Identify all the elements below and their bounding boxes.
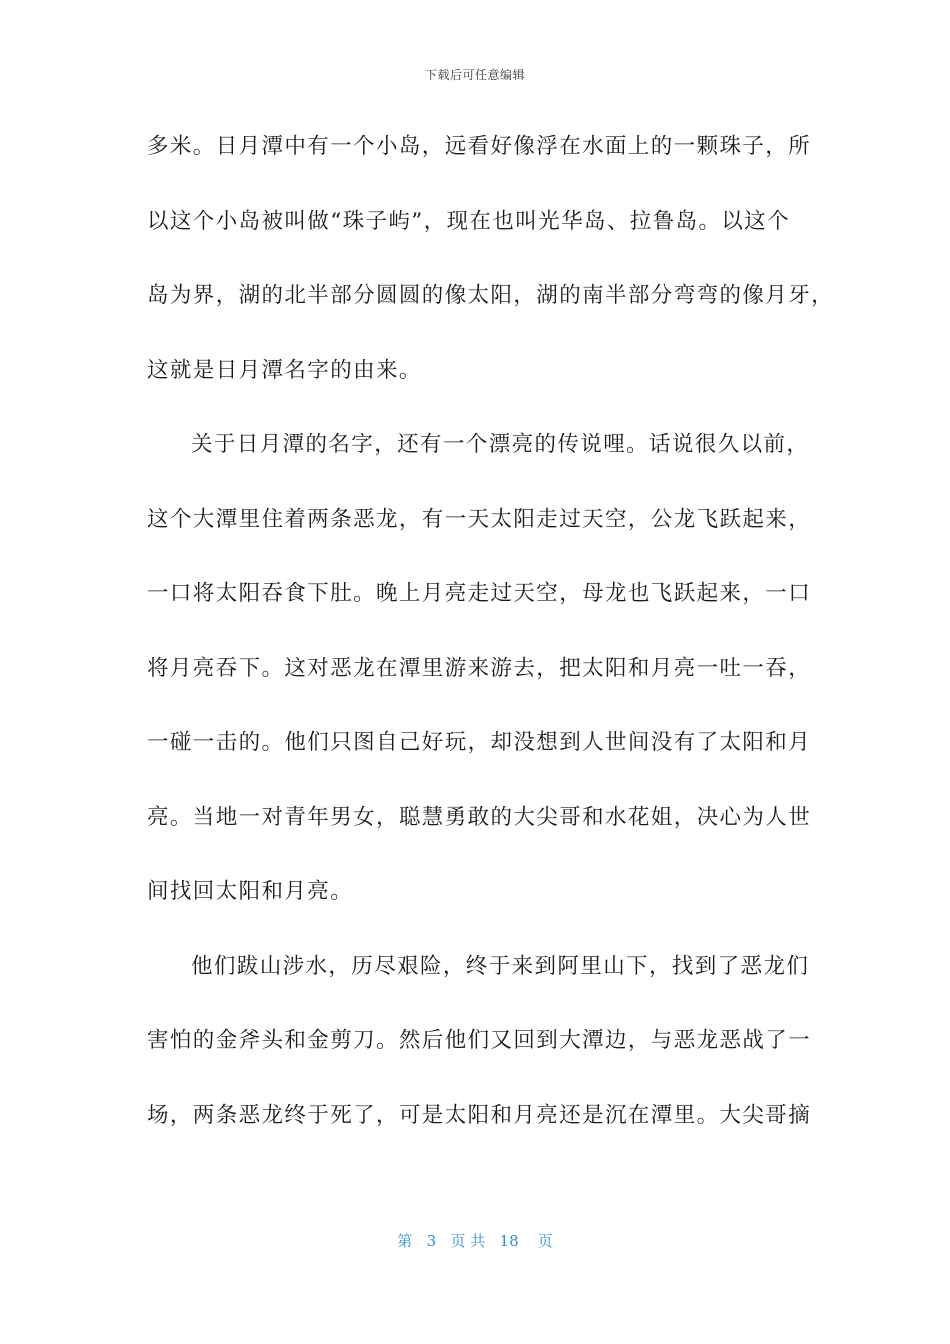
text-line: 以这个小岛被叫做“珠子屿”，现在也叫光华岛、拉鲁岛。以这个 (147, 208, 791, 234)
footer-middle: 页 共 (450, 1232, 486, 1250)
document-body (147, 128, 835, 1171)
paragraph-start-line: 关于日月潭的名字，还有一个漂亮的传说哩。话说很久以前， (191, 432, 810, 457)
text-line: 多米。日月潭中有一个小岛，远看好像浮在水面上的一颗珠子，所 (147, 134, 812, 159)
total-pages-number: 18 (499, 1232, 519, 1250)
paragraph-start-line: 他们跋山涉水，历尽艰险，终于来到阿里山下，找到了恶龙们 (191, 953, 810, 979)
text-line: 一口将太阳吞食下肚。晚上月亮走过天空，母龙也飞跃起来，一口 (147, 581, 812, 606)
text-line: 场，两条恶龙终于死了，可是太阳和月亮还是沉在潭里。大尖哥摘 (147, 1102, 812, 1128)
text-line: 这个大潭里住着两条恶龙，有一天太阳走过天空，公龙飞跃起来， (147, 506, 812, 532)
text-line: 一碰一击的。他们只图自己好玩，却没想到人世间没有了太阳和月 (147, 730, 812, 755)
current-page-number: 3 (426, 1232, 437, 1250)
text-line: 这就是日月潭名字的由来。 (147, 357, 422, 383)
text-line: 岛为界，湖的北半部分圆圆的像太阳，湖的南半部分弯弯的像月牙， (147, 283, 835, 308)
footer-prefix: 第 (397, 1232, 413, 1250)
page-footer (0, 1230, 950, 1251)
text-line: 亮。当地一对青年男女，聪慧勇敢的大尖哥和水花姐，决心为人世 (147, 804, 812, 830)
page-header: 下载后可任意编辑 (424, 68, 525, 82)
text-line: 害怕的金斧头和金剪刀。然后他们又回到大潭边，与恶龙恶战了一 (147, 1028, 812, 1053)
text-line: 间找回太阳和月亮。 (147, 879, 354, 904)
footer-suffix: 页 (537, 1232, 553, 1250)
text-line: 将月亮吞下。这对恶龙在潭里游来游去，把太阳和月亮一吐一吞， (147, 655, 812, 681)
